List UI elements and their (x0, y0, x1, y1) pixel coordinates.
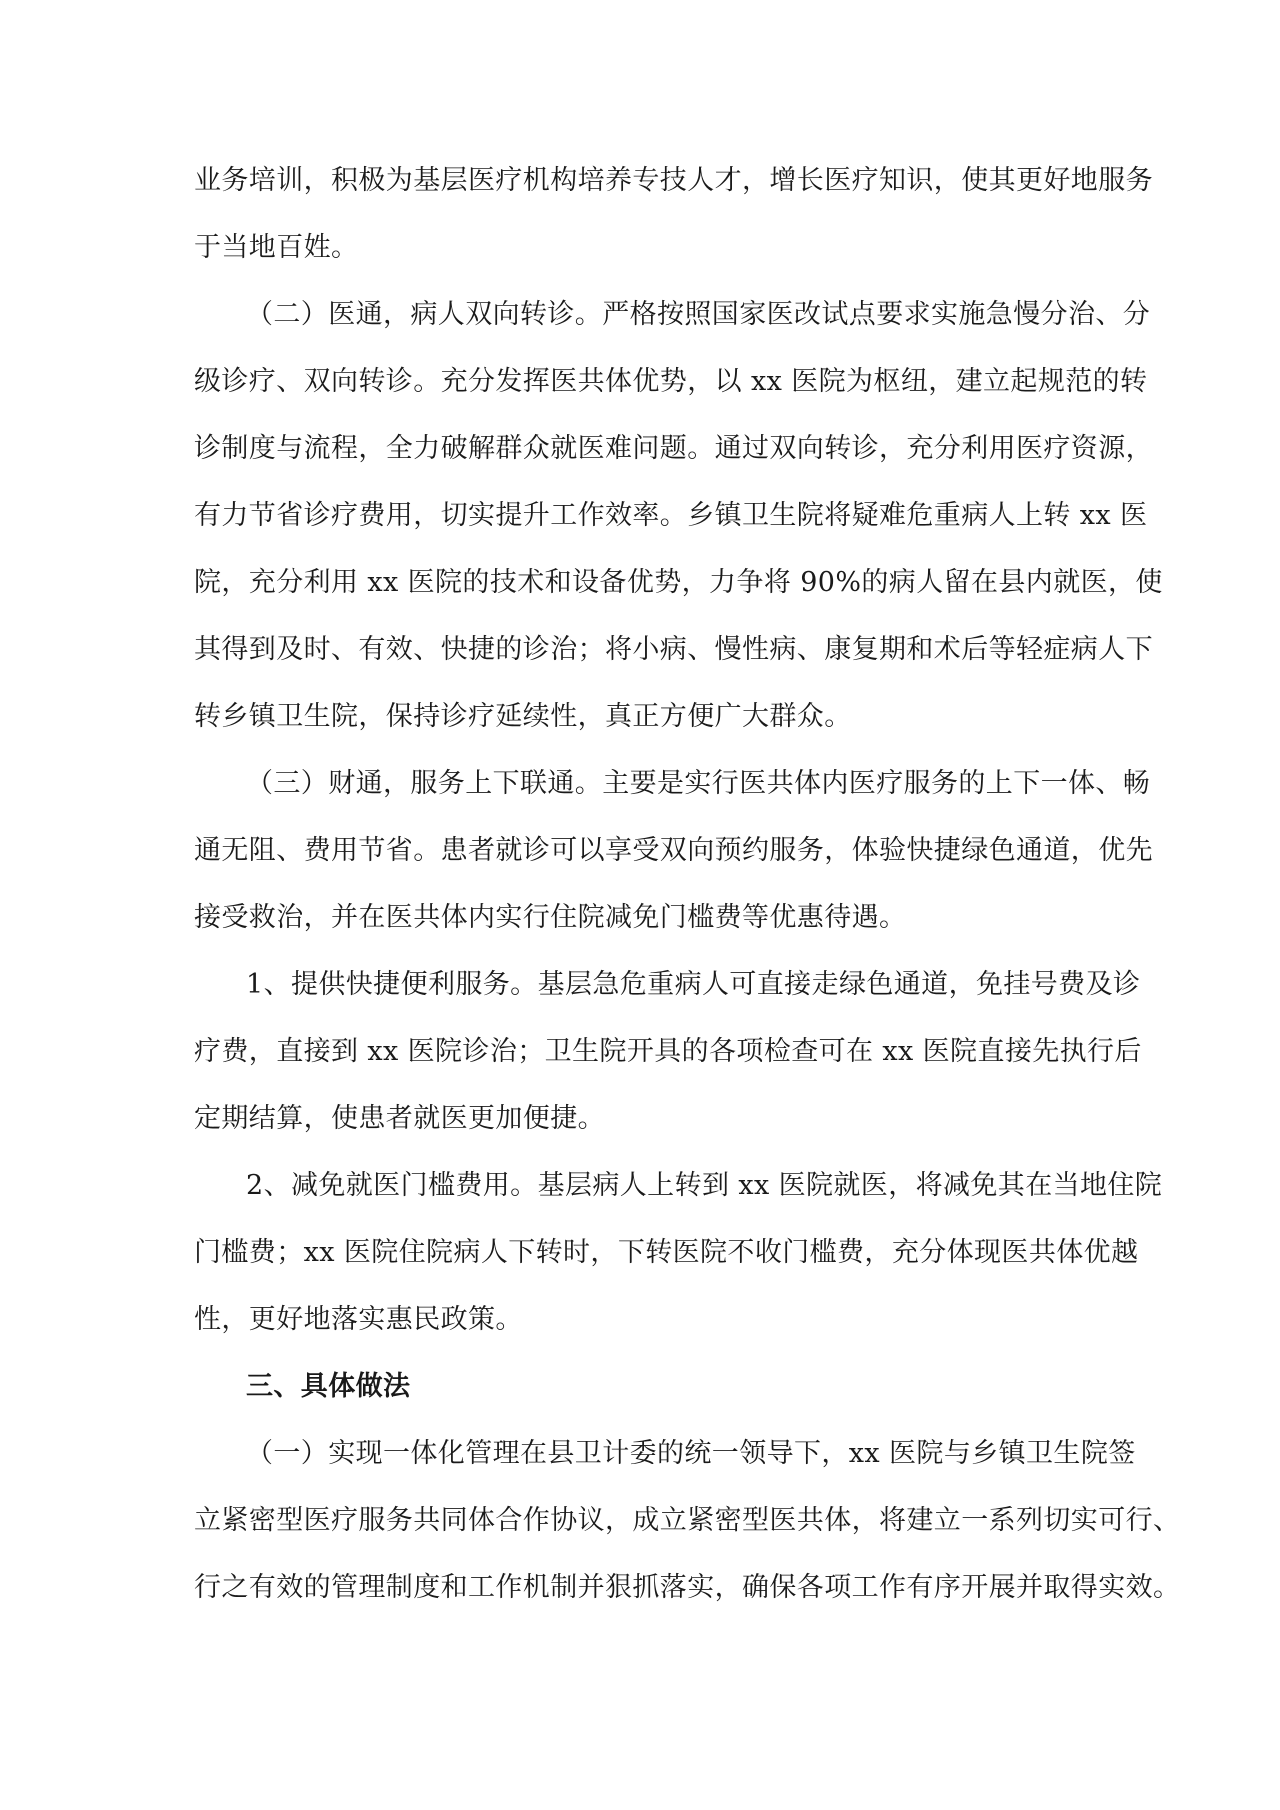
section-3-paragraph-line: （三）财通，服务上下联通。主要是实行医共体内医疗服务的上下一体、畅 (246, 768, 1151, 799)
body-text-line: 通无阻、费用节省。患者就诊可以享受双向预约服务，体验快捷绿色通道，优先 (194, 835, 1153, 866)
body-text-line: 诊制度与流程，全力破解群众就医难问题。通过双向转诊，充分利用医疗资源， (194, 433, 1153, 464)
body-text-line: 级诊疗、双向转诊。充分发挥医共体优势，以 xx 医院为枢纽，建立起规范的转 (194, 366, 1148, 397)
section-2-paragraph-line: （二）医通，病人双向转诊。严格按照国家医改试点要求实施急慢分治、分 (246, 299, 1151, 330)
body-text-line: 业务培训，积极为基层医疗机构培养专技人才，增长医疗知识，使其更好地服务 (194, 165, 1153, 196)
section-1-paragraph-line: （一）实现一体化管理在县卫计委的统一领导下，xx 医院与乡镇卫生院签 (246, 1438, 1136, 1469)
item-1-paragraph-line: 1、提供快捷便利服务。基层急危重病人可直接走绿色通道，免挂号费及诊 (246, 969, 1141, 1000)
body-text-line: 定期结算，使患者就医更加便捷。 (194, 1103, 605, 1134)
body-text-line: 性，更好地落实惠民政策。 (194, 1304, 523, 1335)
body-text-line: 行之有效的管理制度和工作机制并狠抓落实，确保各项工作有序开展并取得实效。 (194, 1572, 1181, 1603)
section-heading: 三、具体做法 (246, 1371, 411, 1402)
body-text-line: 门槛费；xx 医院住院病人下转时，下转医院不收门槛费，充分体现医共体优越 (194, 1237, 1139, 1268)
body-text-line: 接受救治，并在医共体内实行住院减免门槛费等优惠待遇。 (194, 902, 907, 933)
body-text-line: 院，充分利用 xx 医院的技术和设备优势，力争将 90%的病人留在县内就医，使 (194, 567, 1163, 598)
item-2-paragraph-line: 2、减免就医门槛费用。基层病人上转到 xx 医院就医，将减免其在当地住院 (246, 1170, 1163, 1201)
body-text-line: 转乡镇卫生院，保持诊疗延续性，真正方便广大群众。 (194, 701, 852, 732)
body-text-line: 立紧密型医疗服务共同体合作协议，成立紧密型医共体，将建立一系列切实可行、 (194, 1505, 1181, 1536)
body-text-line: 疗费，直接到 xx 医院诊治；卫生院开具的各项检查可在 xx 医院直接先执行后 (194, 1036, 1142, 1067)
body-text-line: 有力节省诊疗费用，切实提升工作效率。乡镇卫生院将疑难危重病人上转 xx 医 (194, 500, 1148, 531)
body-text-line: 其得到及时、有效、快捷的诊治；将小病、慢性病、康复期和术后等轻症病人下 (194, 634, 1153, 665)
body-text-line: 于当地百姓。 (194, 232, 359, 263)
